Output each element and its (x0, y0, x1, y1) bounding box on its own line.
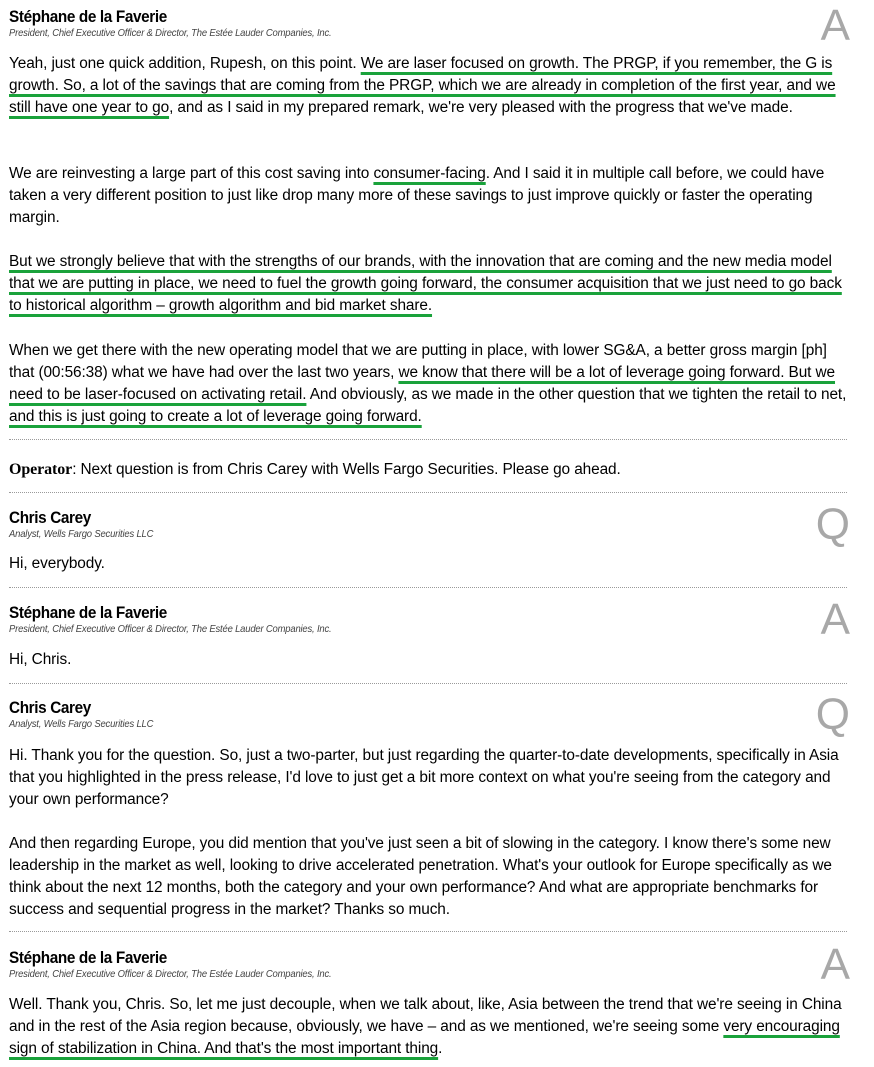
divider (9, 492, 847, 493)
text-segment: , and as I said in my prepared remark, we're very pleased with the progress that we've made. (169, 99, 793, 116)
paragraph (9, 745, 854, 811)
speaker-title: President, Chief Executive Officer & Director, The Estée Lauder Companies, Inc. (9, 623, 332, 635)
text-segment: Hi, Chris. (9, 651, 72, 668)
speaker-header (9, 508, 849, 541)
highlighted-text: we know that there will be a lot of leverage going forward. But we need to be laser-focused on activating retail. (9, 364, 836, 403)
speaker-title: Analyst, Wells Fargo Securities LLC (9, 718, 154, 730)
paragraph (9, 251, 854, 317)
highlighted-text: very encouraging sign of stabilization in China. And that's the most important thing (9, 1018, 840, 1057)
highlighted-text: consumer-facing (373, 165, 486, 182)
paragraph (9, 833, 854, 921)
speaker-name: Stéphane de la Faverie (9, 7, 167, 26)
speaker-header (9, 7, 849, 40)
answer-marker-icon: A (820, 1, 850, 50)
question-marker-icon: Q (815, 500, 850, 549)
text-segment: Hi. Thank you for the question. So, just a two-parter, but just regarding the quarter-to-date developments, specifically in Asia that you highlighted in the press release, I'd love to just get a bit more context on what you're seeing from the category and your own performance? (9, 747, 839, 808)
speaker-title: President, Chief Executive Officer & Director, The Estée Lauder Companies, Inc. (9, 27, 332, 39)
text-segment: Hi, everybody. (9, 555, 105, 572)
paragraph (9, 163, 854, 229)
text-segment: When we get there with the new operating model that we are putting in place, with lower SG&A, a better gross margin [ph] that (00:56:38) what we have had over the last two years, (9, 342, 827, 381)
speaker-name: Stéphane de la Faverie (9, 603, 167, 622)
speaker-header (9, 698, 849, 731)
answer-marker-icon: A (820, 940, 850, 989)
paragraph (9, 994, 854, 1060)
text-segment: And obviously, as we made in the other question that we tighten the retail to net, (306, 386, 847, 403)
divider (9, 683, 847, 684)
divider (9, 587, 847, 588)
question-marker-icon: Q (815, 690, 850, 739)
divider (9, 439, 847, 440)
speaker-title: President, Chief Executive Officer & Director, The Estée Lauder Companies, Inc. (9, 968, 332, 980)
highlighted-text: We are laser focused on growth. The PRGP, if you remember, the G is growth. So, a lot of the savings that are coming from the PRGP, which we are already in completion of the first year, and we still have one year to go (9, 55, 836, 116)
operator-label: Operator (9, 461, 73, 478)
operator-text: : Next question is from Chris Carey with Wells Fargo Securities. Please go ahead. (72, 461, 621, 478)
text-segment: . (438, 1040, 443, 1057)
text-segment: Well. Thank you, Chris. So, let me just decouple, when we talk about, like, Asia between the trend that we're seeing in China and in the rest of the Asia region because, obviously, we have – and as we mentioned, we're seeing some (9, 996, 842, 1035)
answer-marker-icon: A (820, 595, 850, 644)
speaker-name: Chris Carey (9, 508, 91, 527)
speaker-name: Stéphane de la Faverie (9, 948, 167, 967)
speaker-title: Analyst, Wells Fargo Securities LLC (9, 528, 154, 540)
text-segment: Yeah, just one quick addition, Rupesh, on this point. (9, 55, 361, 72)
speaker-name: Chris Carey (9, 698, 91, 717)
speaker-header (9, 603, 849, 636)
text-segment: We are reinvesting a large part of this cost saving into (9, 165, 374, 182)
divider (9, 931, 847, 932)
paragraph (9, 649, 854, 671)
speaker-header (9, 948, 849, 981)
text-segment: . And I said it in multiple call before, we could have taken a very different position to just like drop many more of these savings to just improve quickly or faster the operating margin. (9, 165, 825, 226)
paragraph (9, 553, 854, 575)
highlighted-text: and this is just going to create a lot of leverage going forward. (9, 408, 422, 425)
text-segment: And then regarding Europe, you did mention that you've just seen a bit of slowing in the category. I know there's some new leadership in the market as well, looking to drive accelerated penetration. What's your outlook for Europe specifically as we think about the next 12 months, both the category and your own performance? And what are appropriate benchmarks for success and sequential progress in the market? Thanks so much. (9, 835, 832, 918)
paragraph (9, 340, 854, 428)
operator-line (9, 459, 854, 481)
paragraph (9, 53, 854, 119)
highlighted-text: But we strongly believe that with the strengths of our brands, with the innovation that are coming and the new media model that we are putting in place, we need to fuel the growth going forward, the consumer acquisition that we just need to go back to historical algorithm – growth algorithm and bid market share. (9, 253, 842, 314)
